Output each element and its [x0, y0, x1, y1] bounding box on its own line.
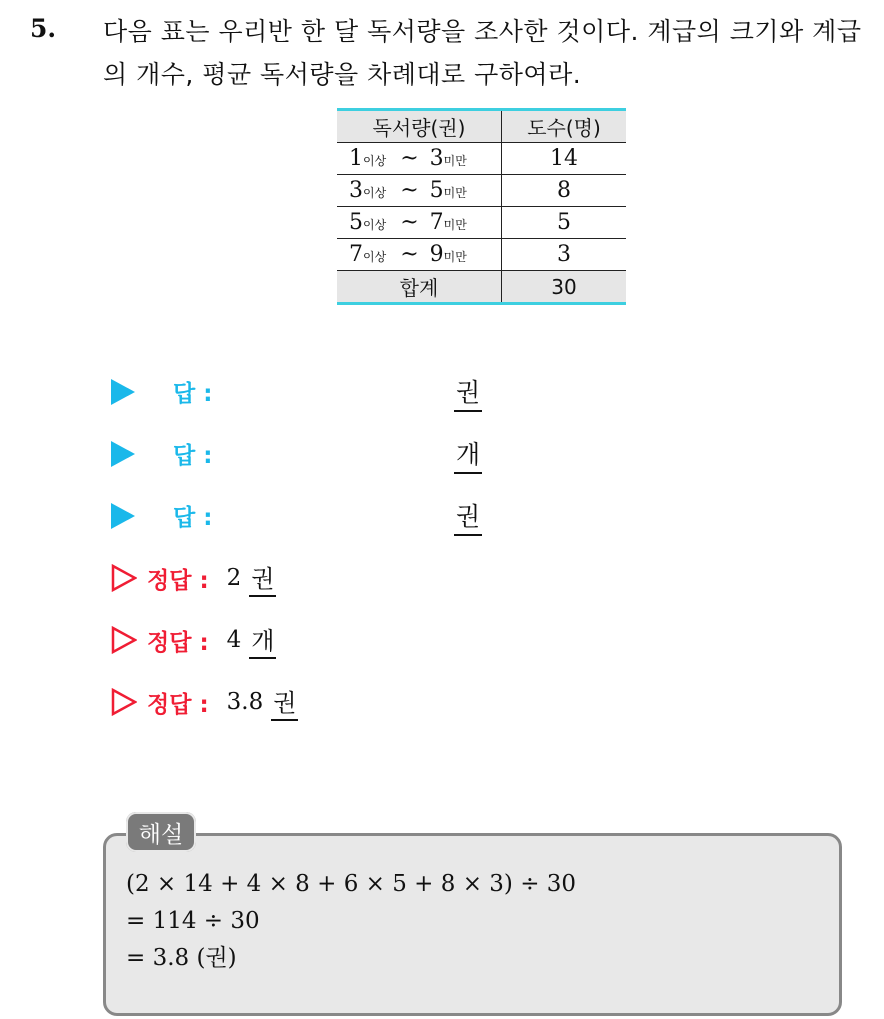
header-frequency: 도수(명)	[502, 110, 627, 143]
header-reading-amount: 독서량(권)	[337, 110, 502, 143]
solution-unit: 권	[249, 559, 276, 597]
explanation-line-2: = 114 ÷ 30	[126, 908, 260, 934]
total-value: 30	[502, 271, 627, 304]
frequency-cell: 8	[502, 175, 627, 207]
answer-row-3	[111, 496, 481, 536]
answer-label: 답 :	[173, 443, 213, 469]
explanation-content	[126, 866, 576, 977]
solution-row-3	[111, 682, 298, 722]
answer-unit-blank[interactable]: 권	[454, 497, 482, 536]
question-line-1: 다음 표는 우리반 한 달 독서량을 조사한 것이다. 계급의 크기와 계급	[103, 17, 862, 46]
class-interval: 7 이상 ~ 9 미만	[337, 239, 502, 271]
solution-value: 3.8	[226, 689, 264, 715]
answer-label: 답 :	[173, 381, 213, 407]
frequency-cell: 3	[502, 239, 627, 271]
class-interval: 3 이상 ~ 5 미만	[337, 175, 502, 207]
solution-unit: 권	[271, 683, 298, 721]
answer-unit-blank[interactable]: 권	[454, 373, 482, 412]
explanation-title: 해설	[126, 812, 196, 852]
outline-triangle-icon	[111, 564, 137, 592]
explanation-line-3: = 3.8 (권)	[126, 945, 237, 971]
play-triangle-icon	[111, 441, 135, 467]
question-text	[103, 10, 873, 96]
frequency-table	[337, 108, 626, 305]
table-total-row	[337, 271, 626, 304]
solution-label: 정답 :	[147, 629, 209, 656]
table-row	[337, 143, 626, 175]
question-number: 5.	[30, 14, 57, 43]
outline-triangle-icon	[111, 626, 137, 654]
play-triangle-icon	[111, 503, 135, 529]
frequency-cell: 5	[502, 207, 627, 239]
answer-unit-blank[interactable]: 개	[454, 435, 482, 474]
table-row	[337, 239, 626, 271]
answer-row-1	[111, 372, 481, 412]
question-line-2: 의 개수, 평균 독서량을 차례대로 구하여라.	[103, 60, 582, 89]
table-row	[337, 175, 626, 207]
class-interval: 5 이상 ~ 7 미만	[337, 207, 502, 239]
class-interval: 1 이상 ~ 3 미만	[337, 143, 502, 175]
play-triangle-icon	[111, 379, 135, 405]
table-row	[337, 207, 626, 239]
solution-value: 4	[226, 627, 242, 653]
explanation-line-1: (2 × 14 + 4 × 8 + 6 × 5 + 8 × 3) ÷ 30	[126, 871, 577, 897]
table-header-row	[337, 110, 626, 143]
frequency-cell: 14	[502, 143, 627, 175]
solution-row-2	[111, 620, 276, 660]
solution-value: 2	[226, 565, 242, 591]
solution-label: 정답 :	[147, 567, 209, 594]
answer-label: 답 :	[173, 505, 213, 531]
answer-row-2	[111, 434, 481, 474]
outline-triangle-icon	[111, 688, 137, 716]
solution-row-1	[111, 558, 276, 598]
solution-label: 정답 :	[147, 691, 209, 718]
solution-unit: 개	[249, 621, 276, 659]
total-label: 합계	[337, 271, 502, 304]
